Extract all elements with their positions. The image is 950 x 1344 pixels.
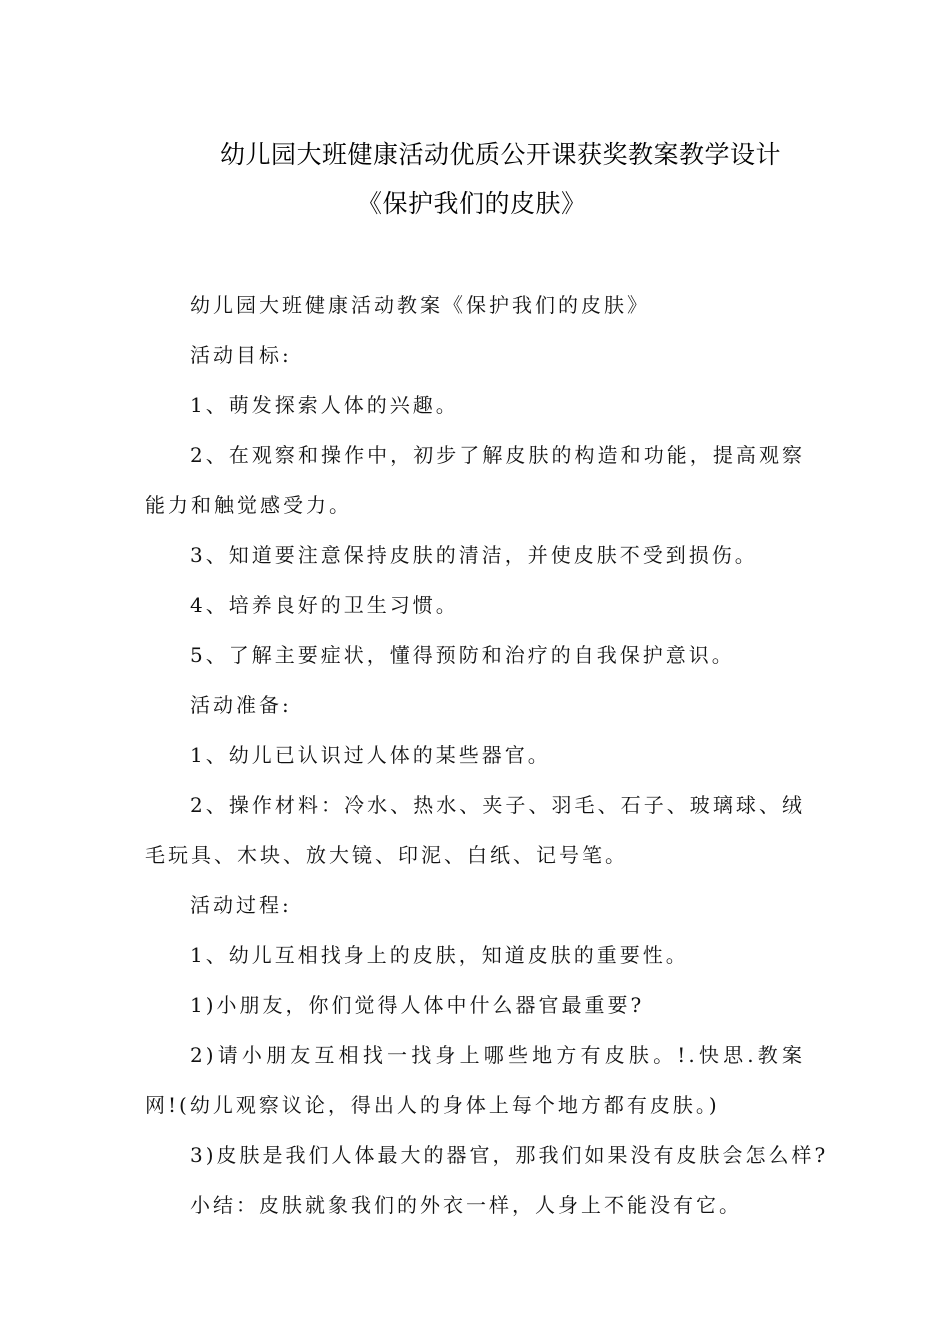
- summary-paragraph: 小结：皮肤就象我们的外衣一样，人身上不能没有它。: [190, 1193, 742, 1217]
- document-subtitle: 《保护我们的皮肤》: [357, 189, 587, 218]
- lesson-heading: 幼儿园大班健康活动教案《保护我们的皮肤》: [190, 293, 650, 317]
- goal-item: 2、在观察和操作中，初步了解皮肤的构造和功能，提高观察能力和触觉感受力。: [145, 443, 805, 517]
- goal-item: 5、了解主要症状，懂得预防和治疗的自我保护意识。: [190, 643, 735, 667]
- document-title: 幼儿园大班健康活动优质公开课获奖教案教学设计: [220, 140, 782, 169]
- section-heading-preparation: 活动准备:: [190, 693, 292, 717]
- process-step: 1、幼儿互相找身上的皮肤，知道皮肤的重要性。: [190, 943, 689, 967]
- process-substep: 1)小朋友，你们觉得人体中什么器官最重要?: [190, 993, 645, 1017]
- goal-item: 1、萌发探索人体的兴趣。: [190, 393, 459, 417]
- goal-item: 3、知道要注意保持皮肤的清洁，并使皮肤不受到损伤。: [190, 543, 758, 567]
- process-substep: 3)皮肤是我们人体最大的器官，那我们如果没有皮肤会怎么样?: [190, 1143, 829, 1167]
- preparation-item: 2、操作材料：冷水、热水、夹子、羽毛、石子、玻璃球、绒毛玩具、木块、放大镜、印泥、白纸、记号笔。: [145, 793, 805, 867]
- section-heading-process: 活动过程:: [190, 893, 292, 917]
- goal-item: 4、培养良好的卫生习惯。: [190, 593, 459, 617]
- process-substep: 2)请小朋友互相找一找身上哪些地方有皮肤。!.快思.教案网!(幼儿观察议论，得出人的身体上每个地方都有皮肤。): [145, 1043, 805, 1117]
- document-body: [145, 280, 829, 1230]
- preparation-item: 1、幼儿已认识过人体的某些器官。: [190, 743, 551, 767]
- section-heading-goals: 活动目标:: [190, 343, 292, 367]
